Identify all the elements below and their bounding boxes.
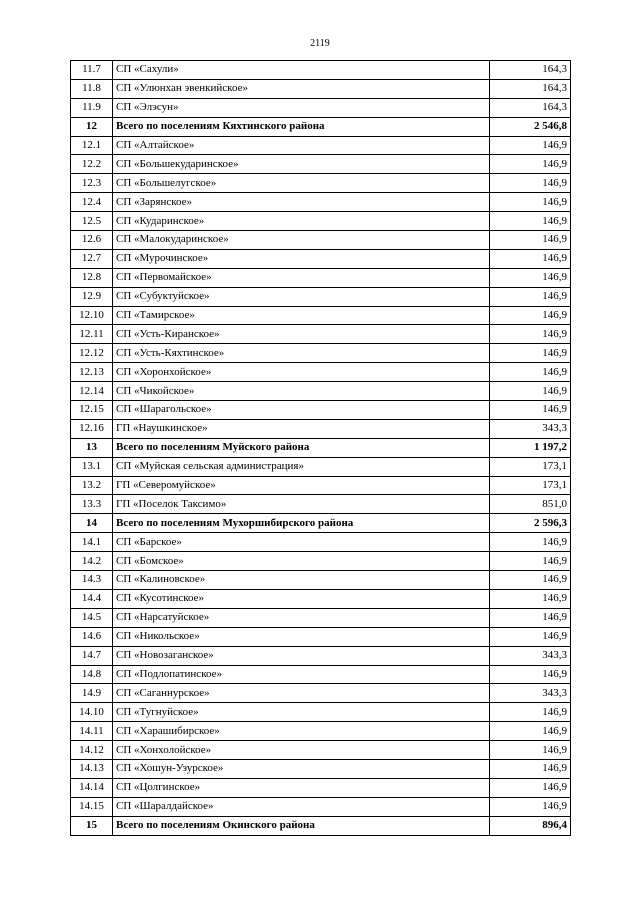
row-name: СП «Цолгинское» bbox=[113, 778, 490, 797]
table-row bbox=[71, 627, 571, 646]
row-number: 13.1 bbox=[71, 457, 113, 476]
table-row bbox=[71, 457, 571, 476]
row-amount: 851,0 bbox=[490, 495, 571, 514]
row-name: СП «Алтайское» bbox=[113, 136, 490, 155]
table-body bbox=[71, 61, 571, 836]
row-number: 14.4 bbox=[71, 589, 113, 608]
row-number: 12.9 bbox=[71, 287, 113, 306]
row-number: 14.12 bbox=[71, 741, 113, 760]
row-name: СП «Усть-Киранское» bbox=[113, 325, 490, 344]
table-row bbox=[71, 382, 571, 401]
table-row bbox=[71, 306, 571, 325]
table-row-total bbox=[71, 117, 571, 136]
row-number: 12.5 bbox=[71, 212, 113, 231]
row-amount: 173,1 bbox=[490, 476, 571, 495]
row-amount: 164,3 bbox=[490, 61, 571, 80]
table-row bbox=[71, 401, 571, 420]
table-row bbox=[71, 759, 571, 778]
row-number: 11.7 bbox=[71, 61, 113, 80]
row-name: СП «Хоронхойское» bbox=[113, 363, 490, 382]
row-number: 12.1 bbox=[71, 136, 113, 155]
table-row-total bbox=[71, 514, 571, 533]
row-amount: 146,9 bbox=[490, 287, 571, 306]
row-name: СП «Мурочинское» bbox=[113, 249, 490, 268]
row-name: СП «Калиновское» bbox=[113, 571, 490, 590]
row-amount: 146,9 bbox=[490, 571, 571, 590]
row-number: 14.14 bbox=[71, 778, 113, 797]
table-row bbox=[71, 231, 571, 250]
row-amount: 146,9 bbox=[490, 231, 571, 250]
table-row bbox=[71, 193, 571, 212]
row-name: СП «Сахули» bbox=[113, 61, 490, 80]
table-row bbox=[71, 419, 571, 438]
row-name: СП «Барское» bbox=[113, 533, 490, 552]
row-name: СП «Большелугское» bbox=[113, 174, 490, 193]
row-number: 11.9 bbox=[71, 98, 113, 117]
row-amount: 146,9 bbox=[490, 401, 571, 420]
row-amount: 146,9 bbox=[490, 268, 571, 287]
row-name: СП «Элэсун» bbox=[113, 98, 490, 117]
row-name: СП «Тугнуйское» bbox=[113, 703, 490, 722]
row-amount: 146,9 bbox=[490, 325, 571, 344]
table-row bbox=[71, 287, 571, 306]
row-amount: 1 197,2 bbox=[490, 438, 571, 457]
row-amount: 343,3 bbox=[490, 684, 571, 703]
table-row bbox=[71, 249, 571, 268]
row-number: 14.8 bbox=[71, 665, 113, 684]
row-number: 12.15 bbox=[71, 401, 113, 420]
row-number: 12.2 bbox=[71, 155, 113, 174]
row-number: 14.1 bbox=[71, 533, 113, 552]
row-number: 14.10 bbox=[71, 703, 113, 722]
row-amount: 146,9 bbox=[490, 722, 571, 741]
row-amount: 146,9 bbox=[490, 363, 571, 382]
row-number: 12.14 bbox=[71, 382, 113, 401]
table-row bbox=[71, 79, 571, 98]
row-amount: 146,9 bbox=[490, 608, 571, 627]
table-row-total bbox=[71, 816, 571, 835]
row-name: СП «Кусотинское» bbox=[113, 589, 490, 608]
row-number: 12.13 bbox=[71, 363, 113, 382]
row-name: СП «Шаралдайское» bbox=[113, 797, 490, 816]
row-name: ГП «Северомуйское» bbox=[113, 476, 490, 495]
row-amount: 2 596,3 bbox=[490, 514, 571, 533]
row-name: СП «Тамирское» bbox=[113, 306, 490, 325]
row-name: СП «Субуктуйское» bbox=[113, 287, 490, 306]
row-name: СП «Подлопатинское» bbox=[113, 665, 490, 684]
row-amount: 146,9 bbox=[490, 249, 571, 268]
table-row bbox=[71, 608, 571, 627]
table-row bbox=[71, 155, 571, 174]
row-name: СП «Шарагольское» bbox=[113, 401, 490, 420]
row-amount: 146,9 bbox=[490, 741, 571, 760]
row-amount: 146,9 bbox=[490, 382, 571, 401]
row-amount: 146,9 bbox=[490, 136, 571, 155]
table-row bbox=[71, 533, 571, 552]
table-row bbox=[71, 703, 571, 722]
row-number: 14.6 bbox=[71, 627, 113, 646]
row-amount: 146,9 bbox=[490, 306, 571, 325]
table-row bbox=[71, 741, 571, 760]
row-number: 14.13 bbox=[71, 759, 113, 778]
table-row bbox=[71, 722, 571, 741]
table-row bbox=[71, 344, 571, 363]
row-number: 14.3 bbox=[71, 571, 113, 590]
row-amount: 146,9 bbox=[490, 759, 571, 778]
page-number: 2119 bbox=[310, 38, 330, 49]
table-row bbox=[71, 476, 571, 495]
row-amount: 164,3 bbox=[490, 79, 571, 98]
row-amount: 146,9 bbox=[490, 627, 571, 646]
row-name: СП «Улюнхан эвенкийское» bbox=[113, 79, 490, 98]
table-row bbox=[71, 174, 571, 193]
row-amount: 146,9 bbox=[490, 212, 571, 231]
table-row bbox=[71, 325, 571, 344]
row-name: ГП «Наушкинское» bbox=[113, 419, 490, 438]
table-row bbox=[71, 495, 571, 514]
row-name: СП «Усть-Кяхтинское» bbox=[113, 344, 490, 363]
row-name: СП «Большекударинское» bbox=[113, 155, 490, 174]
table-row-total bbox=[71, 438, 571, 457]
row-name: СП «Харашибирское» bbox=[113, 722, 490, 741]
row-number: 14.15 bbox=[71, 797, 113, 816]
row-number: 12.16 bbox=[71, 419, 113, 438]
row-number: 14 bbox=[71, 514, 113, 533]
table-row bbox=[71, 589, 571, 608]
table-row bbox=[71, 665, 571, 684]
row-number: 12.11 bbox=[71, 325, 113, 344]
row-name: Всего по поселениям Мухоршибирского района bbox=[113, 514, 490, 533]
row-amount: 146,9 bbox=[490, 797, 571, 816]
row-number: 12.12 bbox=[71, 344, 113, 363]
table-row bbox=[71, 684, 571, 703]
row-name: СП «Хошун-Узурское» bbox=[113, 759, 490, 778]
row-amount: 146,9 bbox=[490, 533, 571, 552]
table-row bbox=[71, 268, 571, 287]
table-row bbox=[71, 778, 571, 797]
row-name: СП «Никольское» bbox=[113, 627, 490, 646]
table-row bbox=[71, 61, 571, 80]
row-name: СП «Нарсатуйское» bbox=[113, 608, 490, 627]
row-amount: 343,3 bbox=[490, 419, 571, 438]
row-name: СП «Новозаганское» bbox=[113, 646, 490, 665]
row-amount: 146,9 bbox=[490, 703, 571, 722]
row-name: ГП «Поселок Таксимо» bbox=[113, 495, 490, 514]
row-number: 14.11 bbox=[71, 722, 113, 741]
row-name: СП «Зарянское» bbox=[113, 193, 490, 212]
row-number: 13.3 bbox=[71, 495, 113, 514]
row-number: 15 bbox=[71, 816, 113, 835]
row-amount: 2 546,8 bbox=[490, 117, 571, 136]
row-amount: 146,9 bbox=[490, 155, 571, 174]
row-number: 14.2 bbox=[71, 552, 113, 571]
row-amount: 146,9 bbox=[490, 552, 571, 571]
row-name: СП «Муйская сельская администрация» bbox=[113, 457, 490, 476]
row-amount: 896,4 bbox=[490, 816, 571, 835]
row-name: СП «Саганнурское» bbox=[113, 684, 490, 703]
table-row bbox=[71, 212, 571, 231]
row-number: 13.2 bbox=[71, 476, 113, 495]
row-amount: 164,3 bbox=[490, 98, 571, 117]
budget-table bbox=[70, 60, 571, 836]
row-name: СП «Кударинское» bbox=[113, 212, 490, 231]
row-number: 12.3 bbox=[71, 174, 113, 193]
row-number: 11.8 bbox=[71, 79, 113, 98]
row-amount: 146,9 bbox=[490, 193, 571, 212]
row-number: 12.6 bbox=[71, 231, 113, 250]
row-name: СП «Хонхолойское» bbox=[113, 741, 490, 760]
row-name: СП «Первомайское» bbox=[113, 268, 490, 287]
row-number: 12.10 bbox=[71, 306, 113, 325]
table-row bbox=[71, 797, 571, 816]
row-name: Всего по поселениям Муйского района bbox=[113, 438, 490, 457]
row-number: 12.7 bbox=[71, 249, 113, 268]
row-number: 14.9 bbox=[71, 684, 113, 703]
table-row bbox=[71, 98, 571, 117]
row-number: 12.8 bbox=[71, 268, 113, 287]
row-name: СП «Бомское» bbox=[113, 552, 490, 571]
row-amount: 146,9 bbox=[490, 665, 571, 684]
table-row bbox=[71, 136, 571, 155]
row-number: 14.7 bbox=[71, 646, 113, 665]
row-amount: 146,9 bbox=[490, 778, 571, 797]
row-amount: 146,9 bbox=[490, 174, 571, 193]
row-name: Всего по поселениям Окинского района bbox=[113, 816, 490, 835]
row-name: СП «Чикойское» bbox=[113, 382, 490, 401]
row-name: Всего по поселениям Кяхтинского района bbox=[113, 117, 490, 136]
row-number: 12.4 bbox=[71, 193, 113, 212]
row-number: 14.5 bbox=[71, 608, 113, 627]
table-row bbox=[71, 646, 571, 665]
row-number: 12 bbox=[71, 117, 113, 136]
row-amount: 173,1 bbox=[490, 457, 571, 476]
row-name: СП «Малокударинское» bbox=[113, 231, 490, 250]
table-row bbox=[71, 363, 571, 382]
row-amount: 146,9 bbox=[490, 589, 571, 608]
row-number: 13 bbox=[71, 438, 113, 457]
row-amount: 146,9 bbox=[490, 344, 571, 363]
table-row bbox=[71, 552, 571, 571]
row-amount: 343,3 bbox=[490, 646, 571, 665]
table-row bbox=[71, 571, 571, 590]
